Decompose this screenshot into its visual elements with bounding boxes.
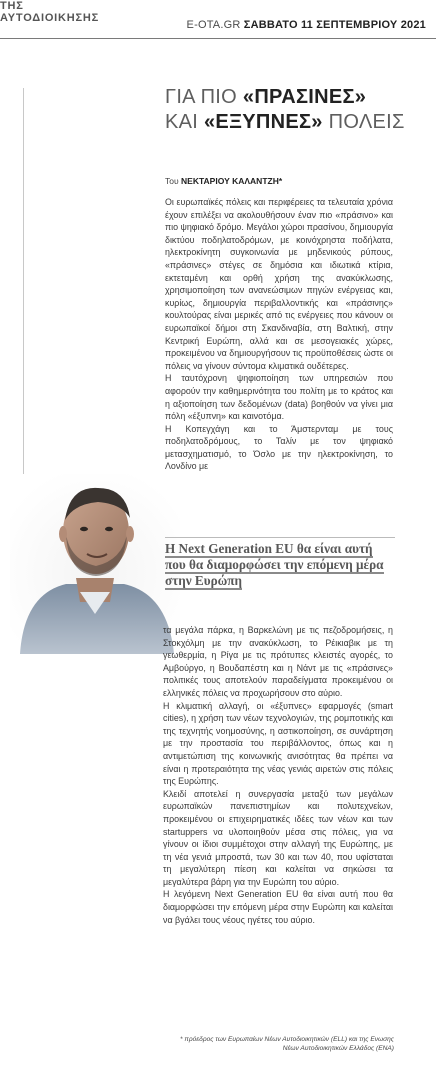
paragraph: Κλειδί αποτελεί η συνεργασία μεταξύ των μεγάλων ευρωπαϊκών πανεπιστημίων και πολυτεχνείων, προκειμένου οι επιχειρηματικές ιδέες των νέων και των startuppers να υλοποιηθούν μέσα στις πόλεις, για να γίνουν οι ίδιοι συμμέτοχοι στην αλλαγή της Ευρώπης, με τη νέα γενιά μπροστά, των 30 και των 40, που υφίσταται τη μεγαλύτερη πίεση και καλείται να σηκώσει τα μεγαλύτερα βάρη για την Ευρώπη του αύριο. xyxy=(163,788,393,887)
headline-word: ΚΑΙ xyxy=(165,111,199,133)
article-headline xyxy=(165,85,435,135)
publication-name-line2: ΑΥΤΟΔΙΟΙΚΗΣΗΣ xyxy=(0,12,100,24)
byline-author: ΝΕΚΤΑΡΙΟΥ ΚΑΛΑΝΤΖΗ* xyxy=(181,176,283,186)
paragraph: Οι ευρωπαϊκές πόλεις και περιφέρειες τα τελευταία χρόνια έχουν επιλέξει να ακολουθήσουν έναν πιο «πράσινο» και πιο ψηφιακό δρόμο. Μεγάλοι χώροι πρασίνου, δημιουργία δικτύου ποδηλατοδρόμων, με κοινόχρηστα ποδήλατα, ηλεκτροκίνητη συγκοινωνία με μηδενικούς ρύπους, «πράσινες» στέγες σε δημόσια και ιδιωτικά κτίρια, εκτεταμένη και ορθή χρήση της ανακύκλωσης, χρησιμοποίηση των ανανεώσιμων πηγών ενέργειας και, κυρίως, δημιουργία περιβαλλοντικής και «πράσινης» κουλτούρας είναι μερικές από τις ενέργειες που κάνουν οι ευρωπαϊκοί δήμοι στη Σκανδιναβία, στη Βαλτική, στην Κεντρική Ευρώπη, αλλά και σε μεσογειακές χώρες, προκειμένου να δημιουργήσουν τις προϋποθέσεις ώστε οι πόλεις να γίνουν σύντομα κλιματικά ουδέτερες. xyxy=(165,197,394,371)
byline-prefix: Του xyxy=(165,176,179,186)
paragraph: Η κλιματική αλλαγή, οι «έξυπνες» εφαρμογές (smart cities), η χρήση των νέων τεχνολογιών, της ρομποτικής και της τεχνητής νοημοσύνης, η αστικοποίηση, σε συνάρτηση με την προστασία του περιβάλλοντος, όπως και η αντιμετώπιση της κοινωνικής ανισότητας θα πρέπει να είναι η προτεραιότητα της νέας γενιάς αιρετών στις πόλεις της Ευρώπης. xyxy=(163,700,393,787)
masthead xyxy=(0,0,436,39)
headline-word: ΓΙΑ ΠΙΟ xyxy=(165,86,238,108)
headline-highlight-smart: «ΕΞΥΠΝΕΣ» xyxy=(204,111,323,133)
headline-highlight-green: «ΠΡΑΣΙΝΕΣ» xyxy=(242,86,367,108)
paragraph: τα μεγάλα πάρκα, η Βαρκελώνη με τις πεζοδρομήσεις, η Στοκχόλμη με την ανακύκλωση, το Ρέικιαβικ με τη γεωθερμία, η Ρίγα με τις πρότυπες κλειστές αγορές, το Αμβούργο, η Βουδαπέστη και η Νάντ με τις «πράσινες» πολιτικές τους αποτελούν παραδείγματα προκειμένου οι ελληνικές πόλεις να προχωρήσουν στο αύριο. xyxy=(163,625,393,698)
paragraph: Η λεγόμενη Next Generation EU θα είναι αυτή που θα διαμορφώσει την επόμενη μέρα στην Ευρώπη και καλείται να βγάλει τους νέους ηγέτες του αύριο. xyxy=(163,889,393,925)
pullquote xyxy=(165,541,395,589)
byline xyxy=(165,176,282,186)
article-column-1 xyxy=(165,196,393,473)
site-date-line xyxy=(187,19,426,31)
author-footnote: * πρόεδρος των Ευρωπαίων Νέων Αυτοδιοικητικών (ELL) και της Ενωσης Νέων Αυτοδιοικητικών Ελλάδος (ΕΝΑ) xyxy=(180,1036,394,1052)
paragraph: Η Κοπεγχάγη και το Άμστερνταμ με τους ποδηλατοδρόμους, το Ταλίν με τον ψηφιακό μετασχηματισμό, το Όσλο με την ηλεκτροκίνηση, το Λονδίνο με xyxy=(165,423,393,472)
article-column-2 xyxy=(163,624,393,926)
site-url[interactable]: E-OTA.GR xyxy=(186,19,241,31)
paragraph: Η ταυτόχρονη ψηφιοποίηση των υπηρεσιών που αφορούν την καθημερινότητα του πολίτη με το κράτος και η αξιοποίηση των δεδομένων (data) βοηθούν να γίνει μια πόλη «έξυπνη» και καινοτόμα. xyxy=(165,373,393,422)
publication-name xyxy=(0,0,99,24)
headline-word: ΠΟΛΕΙΣ xyxy=(328,111,405,133)
issue-date: ΣΑΒΒΑΤΟ 11 ΣΕΠΤΕΜΒΡΙΟΥ 2021 xyxy=(243,19,426,31)
publication-name-line1: ΤΗΣ xyxy=(0,0,24,12)
pullquote-text: Η Next Generation EU θα είναι αυτή που θα διαμορφώσει την επόμενη μέρα στην Ευρώπη xyxy=(165,541,384,588)
pullquote-rule xyxy=(165,537,395,538)
author-portrait xyxy=(10,474,180,654)
